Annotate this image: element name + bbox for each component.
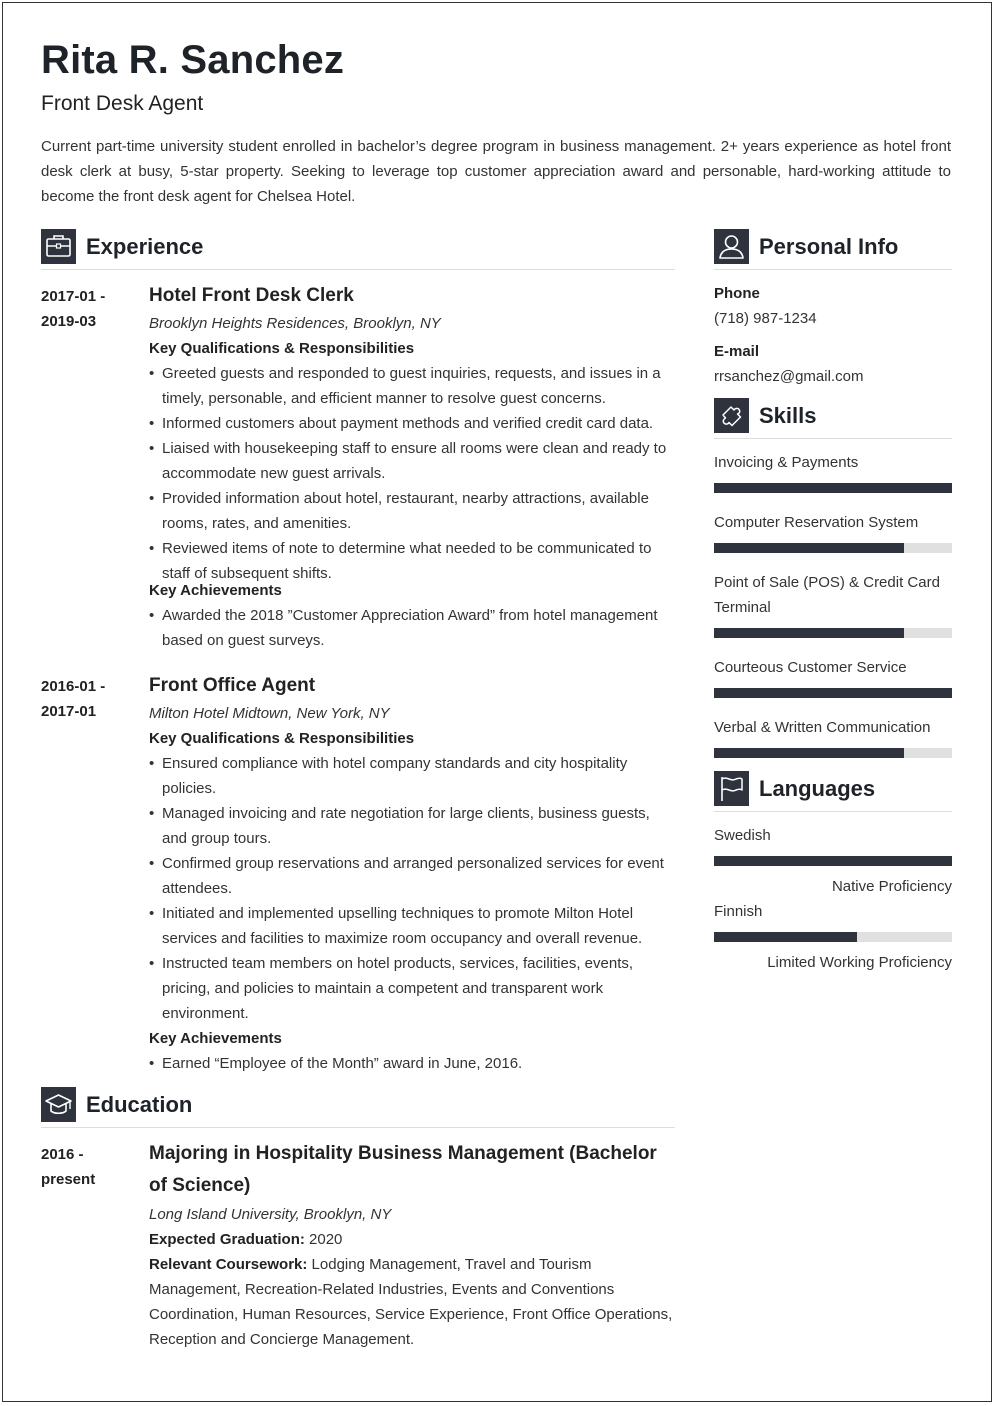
education-entry — [149, 1138, 674, 1352]
skill-bar — [714, 483, 952, 493]
language-item — [714, 823, 952, 899]
skill-item — [714, 655, 952, 698]
job-2-resp-heading: Key Qualifications & Responsibilities — [149, 730, 415, 747]
graduation-label: Expected Graduation: — [149, 1231, 305, 1248]
language-proficiency: Limited Working Proficiency — [767, 954, 952, 971]
skills-heading: Skills — [759, 403, 817, 428]
job-2-achievements — [149, 1051, 674, 1076]
education-date-start: 2016 - — [41, 1146, 84, 1163]
education-school: Long Island University, Brooklyn, NY — [149, 1206, 392, 1223]
skill-name: Invoicing & Payments — [714, 454, 859, 471]
person-icon — [714, 229, 749, 264]
skills-list — [714, 450, 952, 758]
language-proficiency: Native Proficiency — [831, 878, 952, 895]
job-2-dates — [41, 674, 105, 724]
language-bar-fill — [714, 932, 857, 942]
list-item: • Instructed team members on hotel products, services, facilities, events, pricing, and policies to maintain a competent and transparent work environment. — [149, 951, 674, 1026]
job-1-responsibilities — [149, 361, 674, 586]
job-1-achievements — [149, 603, 674, 653]
skill-item — [714, 570, 952, 638]
skill-name: Courteous Customer Service — [714, 659, 907, 676]
education-heading: Education — [86, 1092, 193, 1117]
education-graduation — [149, 1227, 674, 1252]
candidate-name: Rita R. Sanchez — [41, 38, 345, 82]
languages-list — [714, 823, 952, 975]
job-2-ach-heading: Key Achievements — [149, 1030, 282, 1047]
list-item: • Greeted guests and responded to guest inquiries, requests, and issues in a timely, personable, and efficient manner to resolve guest concerns. — [149, 361, 674, 411]
job-1-date-end: 2019-03 — [41, 313, 97, 330]
email-value: rrsanchez@gmail.com — [714, 368, 864, 385]
list-item: • Ensured compliance with hotel company standards and city hospitality policies. — [149, 751, 674, 801]
skill-name: Computer Reservation System — [714, 514, 919, 531]
skill-item — [714, 715, 952, 758]
education-dates — [41, 1142, 95, 1192]
list-item: • Informed customers about payment methods and verified credit card data. — [149, 411, 674, 436]
skill-bar — [714, 543, 952, 553]
language-bar-fill — [714, 856, 952, 866]
skill-bar — [714, 748, 952, 758]
skill-item — [714, 450, 952, 493]
job-2-date-end: 2017-01 — [41, 703, 97, 720]
job-2 — [149, 673, 674, 1076]
skill-name: Point of Sale (POS) & Credit Card Terminal — [714, 574, 940, 616]
skill-bar-fill — [714, 543, 904, 553]
language-name: Finnish — [714, 903, 763, 920]
skills-section-header — [714, 398, 952, 439]
education-degree: Majoring in Hospitality Business Management (Bachelor of Science) — [149, 1143, 657, 1196]
language-item — [714, 899, 952, 975]
puzzle-icon — [714, 398, 749, 433]
language-name: Swedish — [714, 827, 771, 844]
list-item: • Awarded the 2018 ”Customer Appreciation Award” from hotel management based on guest surveys. — [149, 603, 674, 653]
list-item: • Liaised with housekeeping staff to ensure all rooms were clean and ready to accommodate new guest arrivals. — [149, 436, 674, 486]
job-2-company: Milton Hotel Midtown, New York, NY — [149, 705, 390, 722]
skill-bar — [714, 688, 952, 698]
job-1-role: Hotel Front Desk Clerk — [149, 285, 354, 306]
job-1-resp-heading: Key Qualifications & Responsibilities — [149, 340, 415, 357]
skill-name: Verbal & Written Communication — [714, 719, 931, 736]
email-label: E-mail — [714, 343, 760, 360]
graduation-cap-icon — [41, 1087, 76, 1122]
job-1-dates — [41, 284, 105, 334]
education-coursework — [149, 1252, 674, 1352]
job-2-date-start: 2016-01 - — [41, 678, 106, 695]
job-2-responsibilities — [149, 751, 674, 1026]
graduation-value: 2020 — [304, 1231, 343, 1248]
job-1-date-start: 2017-01 - — [41, 288, 106, 305]
personal-info — [714, 281, 952, 389]
experience-heading: Experience — [86, 234, 204, 259]
skill-bar — [714, 628, 952, 638]
job-1-ach-heading: Key Achievements — [149, 582, 282, 599]
candidate-title: Front Desk Agent — [41, 92, 204, 115]
job-1 — [149, 283, 674, 653]
skill-item — [714, 510, 952, 553]
summary: Current part-time university student enrolled in bachelor’s degree program in business management. 2+ years experience as hotel front desk clerk at busy, 5-star property. Seeking to leverage top customer appreciation award and personable, hard-working attitude to become the front desk agent for Chelsea Hotel. — [41, 138, 951, 205]
list-item: • Earned “Employee of the Month” award in June, 2016. — [149, 1051, 674, 1076]
briefcase-icon — [41, 229, 76, 264]
skill-bar-fill — [714, 748, 904, 758]
languages-heading: Languages — [759, 776, 876, 801]
list-item: • Managed invoicing and rate negotiation for large clients, business guests, and group tours. — [149, 801, 674, 851]
list-item: • Confirmed group reservations and arranged personalized services for event attendees. — [149, 851, 674, 901]
personal-info-section-header — [714, 229, 952, 270]
language-bar — [714, 856, 952, 866]
skill-bar-fill — [714, 483, 952, 493]
job-2-role: Front Office Agent — [149, 675, 316, 696]
list-item: • Provided information about hotel, restaurant, nearby attractions, available rooms, rates, and amenities. — [149, 486, 674, 536]
languages-section-header — [714, 771, 952, 812]
language-bar — [714, 932, 952, 942]
personal-info-heading: Personal Info — [759, 234, 899, 259]
skill-bar-fill — [714, 628, 904, 638]
experience-section-header — [41, 229, 675, 270]
coursework-label: Relevant Coursework: — [149, 1256, 308, 1273]
skill-bar-fill — [714, 688, 952, 698]
coursework-value: Lodging Management, Travel and Tourism Management, Recreation-Related Industries, Events and Conventions Coordination, Human Resources, Service Experience, Front Office Operations, Reception and Concierge Management. — [149, 1256, 673, 1348]
job-1-company: Brooklyn Heights Residences, Brooklyn, NY — [149, 315, 441, 332]
list-item: • Reviewed items of note to determine what needed to be communicated to staff of subsequent shifts. — [149, 536, 674, 586]
education-date-end: present — [41, 1171, 96, 1188]
flag-icon — [714, 771, 749, 806]
list-item: • Initiated and implemented upselling techniques to promote Milton Hotel services and facilities to maximize room occupancy and overall revenue. — [149, 901, 674, 951]
phone-label: Phone — [714, 285, 760, 302]
education-section-header — [41, 1087, 675, 1128]
phone-value: (718) 987-1234 — [714, 310, 817, 327]
